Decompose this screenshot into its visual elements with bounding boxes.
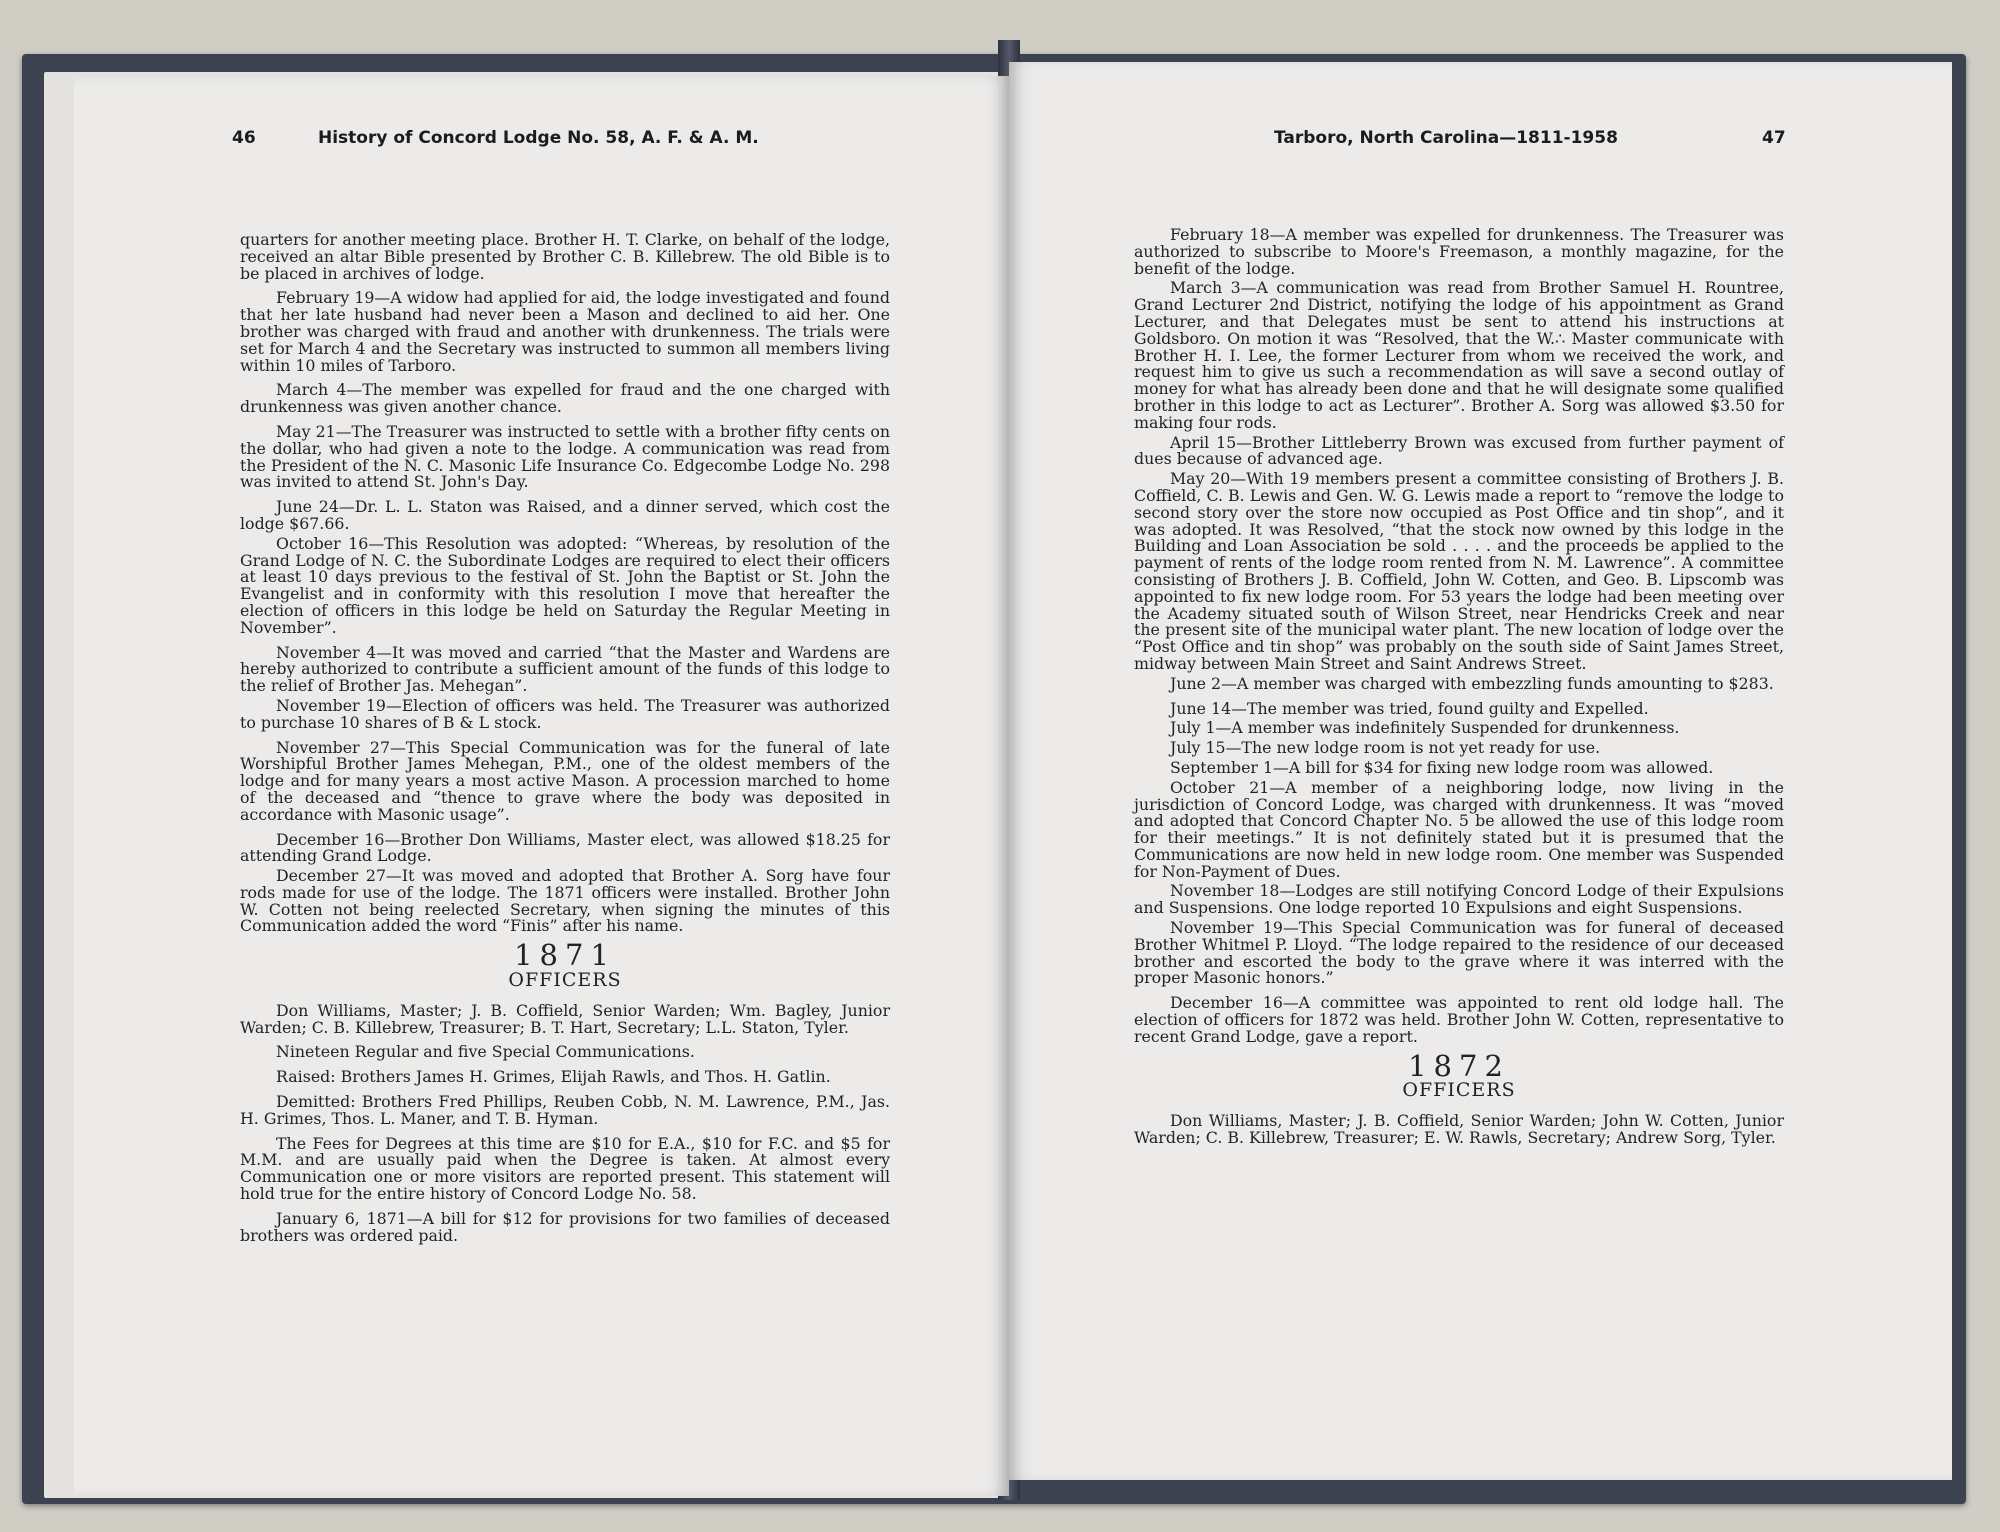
paragraph: The Fees for Degrees at this time are $10 for E.A., $10 for F.C. and $5 for M.M. and are usually paid when the Degree is taken. At almost every Communication one or more visitors are reported present. This statement will hold true for the entire history of Concord Lodge No. 58. bbox=[240, 1133, 890, 1204]
paragraph: March 4—The member was expelled for fraud and the one charged with drunkenness was given another chance. bbox=[240, 380, 890, 417]
left-page-number: 46 bbox=[232, 128, 256, 148]
officers-heading: OFFICERS bbox=[508, 969, 622, 992]
paragraph: November 19—Election of officers was held. The Treasurer was authorized to purchase 10 shares of B & L stock. bbox=[240, 695, 890, 732]
paragraph: July 15—The new lodge room is not yet ready for use. bbox=[1170, 738, 1601, 758]
right-page-body bbox=[1134, 227, 1784, 1155]
paragraph: November 4—It was moved and carried “that the Master and Wardens are hereby authorized to contribute a sufficient amount of the funds of this lodge to the relief of Brother Jas. Mehegan”. bbox=[240, 642, 890, 696]
right-running-head: Tarboro, North Carolina—1811-1958 bbox=[1274, 128, 1618, 148]
paragraph: quarters for another meeting place. Brother H. T. Clarke, on behalf of the lodge, received an altar Bible presented by Brother C. B. Killebrew. The old Bible is to be placed in archives of lodge. bbox=[240, 230, 890, 283]
left-running-head: History of Concord Lodge No. 58, A. F. & A. M. bbox=[318, 128, 759, 148]
paragraph: June 14—The member was tried, found guilty and Expelled. bbox=[1170, 698, 1649, 718]
paragraph: December 27—It was moved and adopted that Brother A. Sorg have four rods made for use of the lodge. The 1871 officers were installed. Brother John W. Cotten not being reelected Secretary, when signing the minutes of this Communication added the word “Finis” after his name. bbox=[240, 866, 890, 936]
paragraph: Nineteen Regular and five Special Communications. bbox=[276, 1042, 695, 1062]
paragraph: Don Williams, Master; J. B. Coffield, Senior Warden; John W. Cotten, Junior Warden; C. B. Killebrew, Treasurer; E. W. Rawls, Secretary; Andrew Sorg, Tyler. bbox=[1134, 1111, 1784, 1148]
paragraph: September 1—A bill for $34 for fixing new lodge room was allowed. bbox=[1170, 757, 1714, 777]
paragraph: December 16—Brother Don Williams, Master elect, was allowed $18.25 for attending Grand Lodge. bbox=[240, 829, 890, 866]
paragraph: December 16—A committee was appointed to rent old lodge hall. The election of officers for 1872 was held. Brother John W. Cotten, representative to recent Grand Lodge, gave a report. bbox=[1134, 993, 1784, 1046]
paragraph: April 15—Brother Littleberry Brown was excused from further payment of dues because of advanced age. bbox=[1134, 432, 1784, 469]
left-page-body bbox=[240, 232, 890, 1252]
paragraph: February 19—A widow had applied for aid, the lodge investigated and found that her late husband had never been a Mason and declined to aid her. One brother was charged with fraud and another with drunkenness. The trials were set for March 4 and the Secretary was instructed to summon all members living within 10 miles of Tarboro. bbox=[240, 288, 890, 375]
paragraph: June 2—A member was charged with embezzling funds amounting to $283. bbox=[1170, 673, 1774, 693]
paragraph: November 18—Lodges are still notifying Concord Lodge of their Expulsions and Suspensions. One lodge reported 10 Expulsions and eight Suspensions. bbox=[1134, 881, 1784, 918]
paragraph: November 19—This Special Communication was for funeral of deceased Brother Whitmel P. Lloyd. “The lodge repaired to the residence of our deceased brother and escorted the body to the grave where it was interred with the proper Masonic honors.” bbox=[1134, 918, 1784, 988]
year-heading: 1872 bbox=[1408, 1048, 1510, 1083]
year-heading: 1871 bbox=[514, 938, 616, 973]
right-page-number: 47 bbox=[1762, 128, 1786, 148]
paragraph: February 18—A member was expelled for drunkenness. The Treasurer was authorized to subscribe to Moore's Freemason, a monthly magazine, for the benefit of the lodge. bbox=[1134, 225, 1784, 278]
paragraph: Demitted: Brothers Fred Phillips, Reuben Cobb, N. M. Lawrence, P.M., Jas. H. Grimes, Thos. L. Maner, and T. B. Hyman. bbox=[240, 1092, 890, 1128]
paragraph: Raised: Brothers James H. Grimes, Elijah Rawls, and Thos. H. Gatlin. bbox=[276, 1067, 831, 1087]
officers-heading: OFFICERS bbox=[1402, 1079, 1516, 1102]
paragraph: May 20—With 19 members present a committee consisting of Brothers J. B. Coffield, C. B. Lewis and Gen. W. G. Lewis made a report to “remove the lodge to second story over the store now occupied as Post Office and tin shop”, and it was adopted. It was Resolved, “that the stock now owned by this lodge in the Building and Loan Association be sold . . . . and the proceeds be applied to the payment of rents of the lodge room rented from N. M. Lawrence”. A committee consisting of Brothers J. B. Coffield, John W. Cotten, and Geo. B. Lipscomb was appointed to fix new lodge room. For 53 years the lodge had been meeting over the Academy situated south of Wilson Street, near Hendricks Creek and near the present site of the municipal water plant. The new location of lodge over the “Post Office and tin shop” was probably on the south side of Saint James Street, midway between Main Street and Saint Andrews Street. bbox=[1134, 469, 1784, 673]
paragraph: October 21—A member of a neighboring lodge, now living in the jurisdiction of Concord Lodge, was charged with drunkenness. It was “moved and adopted that Concord Chapter No. 5 be allowed the use of this lodge room for their meetings.” It is not definitely stated but it is presumed that the Communications are now held in new lodge room. One member was Suspended for Non-Payment of Dues. bbox=[1134, 777, 1784, 881]
paragraph: May 21—The Treasurer was instructed to settle with a brother fifty cents on the dollar, who had given a note to the lodge. A communication was read from the President of the N. C. Masonic Life Insurance Co. Edgecombe Lodge No. 298 was invited to attend St. John's Day. bbox=[240, 421, 890, 492]
paragraph: March 3—A communication was read from Brother Samuel H. Rountree, Grand Lecturer 2nd District, notifying the lodge of his appointment as Grand Lecturer, and that Delegates must be sent to attend his instructions at Goldsboro. On motion it was “Resolved, that the W.∴ Master communicate with Brother H. I. Lee, the former Lecturer from whom we received the work, and request him to give us such a recommendation as will save a second outlay of money for what has already been done and that he will designate some qualified brother in this lodge to act as Lecturer”. Brother A. Sorg was allowed $3.50 for making four rods. bbox=[1134, 278, 1784, 432]
paragraph: October 16—This Resolution was adopted: “Whereas, by resolution of the Grand Lodge of N. C. the Subordinate Lodges are required to elect their officers at least 10 days previous to the festival of St. John the Baptist or St. John the Evangelist and in conformity with this resolution I move that hereafter the election of officers in this lodge be held on Saturday the Regular Meeting in November”. bbox=[240, 533, 890, 637]
paragraph: November 27—This Special Communication was for the funeral of late Worshipful Brother James Mehegan, P.M., one of the oldest members of the lodge and for many years a most active Mason. A procession marched to home of the deceased and “thence to grave where the body was deposited in accordance with Masonic usage”. bbox=[240, 737, 890, 824]
paragraph: January 6, 1871—A bill for $12 for provisions for two families of deceased brothers was ordered paid. bbox=[240, 1208, 890, 1245]
paragraph: June 24—Dr. L. L. Staton was Raised, and a dinner served, which cost the lodge $67.66. bbox=[240, 497, 890, 533]
paragraph: July 1—A member was indefinitely Suspended for drunkenness. bbox=[1170, 718, 1680, 738]
paragraph: Don Williams, Master; J. B. Coffield, Senior Warden; Wm. Bagley, Junior Warden; C. B. Killebrew, Treasurer; B. T. Hart, Secretary; L.L. Staton, Tyler. bbox=[240, 1000, 890, 1037]
